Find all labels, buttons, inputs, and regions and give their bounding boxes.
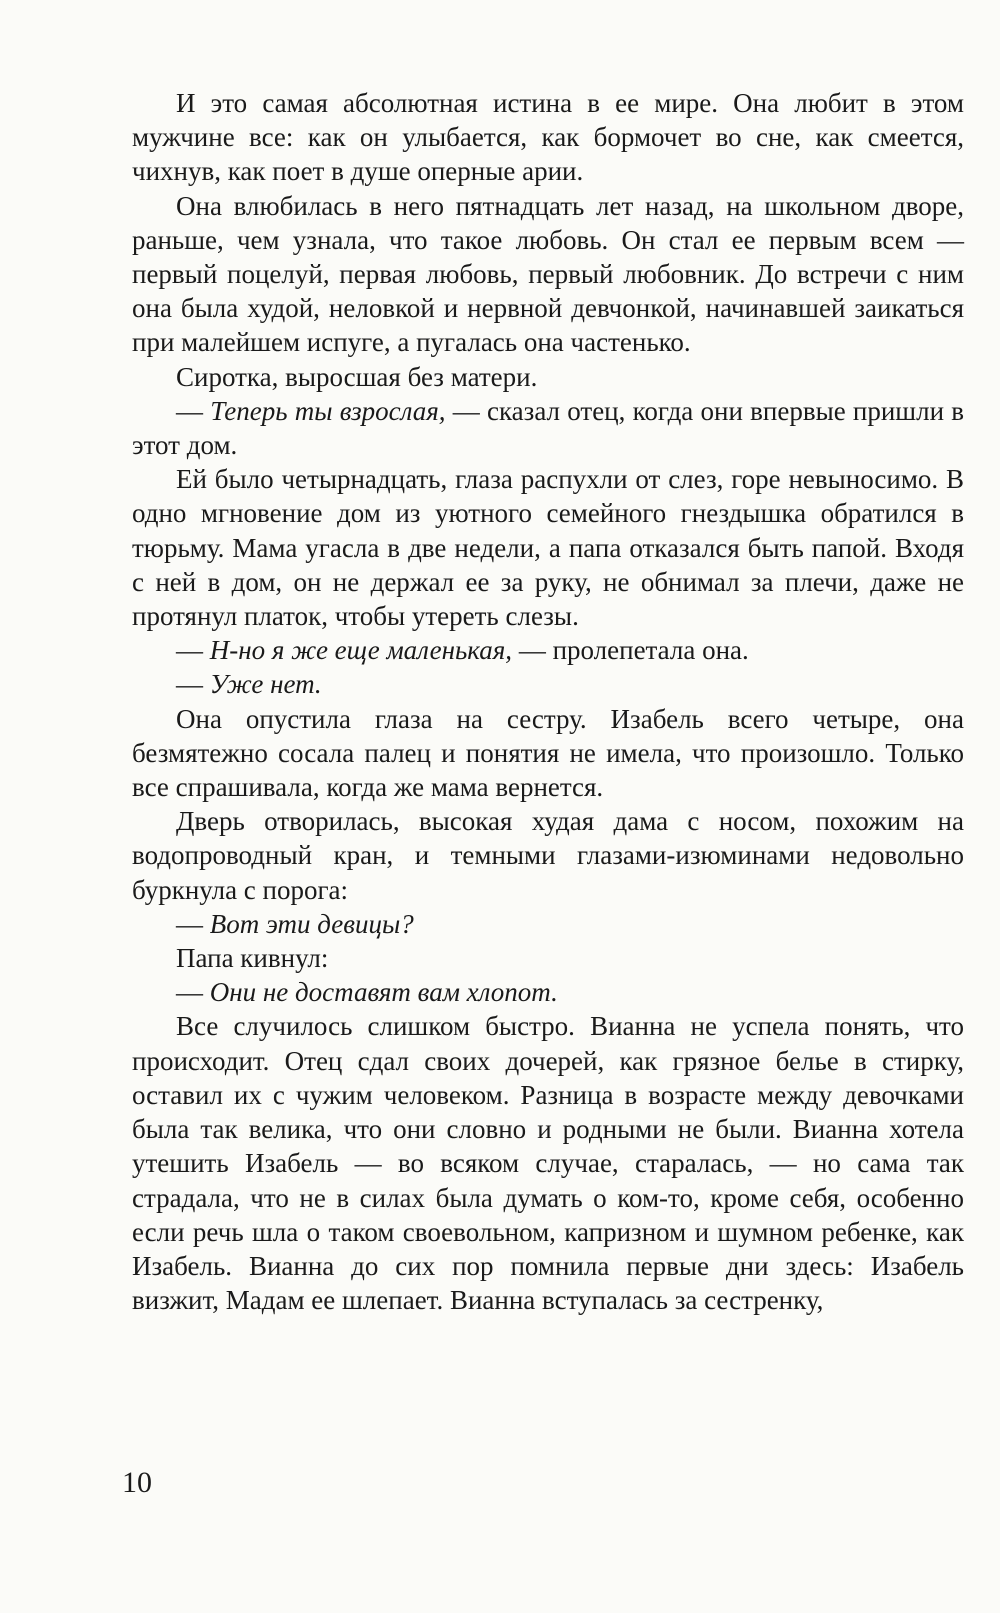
dialog-dash: — <box>176 395 203 426</box>
dialog-speech: Н-но я же еще маленькая, <box>209 635 513 666</box>
dialog-line <box>132 667 964 701</box>
paragraph: Она влюбилась в него пятнадцать лет назад, на школьном дворе, раньше, чем узнала, что такое любовь. Он стал ее первым всем — первый поцелуй, первая любовь, первый любовник. До встречи с ним она была худой, неловкой и нервной девчонкой, начинавшей заикаться при малейшем испуге, а пугалась она частенько. <box>132 190 964 358</box>
paragraph: Сиротка, выросшая без матери. <box>176 361 538 392</box>
dialog-speech: Уже нет. <box>209 669 322 700</box>
dialog-speech: Теперь ты взрослая, <box>210 395 446 426</box>
dialog-line <box>132 633 964 667</box>
dialog-narration: — пролепетала она. <box>512 635 749 666</box>
dialog-line <box>132 394 964 462</box>
dialog-dash: — <box>176 669 203 700</box>
paragraph: Все случилось слишком быстро. Вианна не успела понять, что происходит. Отец сдал своих дочерей, как грязное белье в стирку, оставил их с чужим человеком. Разница в возрасте между девочками была так велика, что они словно и родными не были. Вианна хотела утешить Изабель — во всяком случае, старалась, — но сама так страдала, что не в силах была думать о ком-то, кроме себя, особенно если речь шла о таком своевольном, капризном и шумном ребенке, как Изабель. Вианна до сих пор помнила первые дни здесь: Изабель визжит, Мадам ее шлепает. Вианна вступалась за сестренку, <box>132 1011 964 1316</box>
paragraph: Она опустила глаза на сестру. Изабель всего четыре, она безмятежно сосала палец и понятия не имела, что произошло. Только все спрашивала, когда же мама вернется. <box>132 703 964 803</box>
dialog-speech: Вот эти девицы? <box>209 908 414 939</box>
paragraph: Папа кивнул: <box>176 943 329 974</box>
paragraph: Ей было четырнадцать, глаза распухли от слез, горе невыносимо. В одно мгновение дом из уютного семейного гнездышка обратился в тюрьму. Мама угасла в две недели, а папа отказался быть папой. Входя с ней в дом, он не держал ее за руку, не обнимал за плечи, даже не протянул платок, чтобы утереть слезы. <box>132 464 964 632</box>
page-number: 10 <box>122 1466 152 1499</box>
dialog-dash: — <box>176 635 203 666</box>
dialog-dash: — <box>176 977 203 1008</box>
paragraph: И это самая абсолютная истина в ее мире. Она любит в этом мужчине все: как он улыбается, как бормочет во сне, как смеется, чихнув, как поет в душе оперные арии. <box>132 88 964 187</box>
page-body <box>132 86 964 1317</box>
dialog-narration: — сказал отец, когда они впервые пришли в этот дом. <box>132 395 964 461</box>
dialog-line <box>132 907 964 941</box>
dialog-speech: Они не доставят вам хлопот. <box>209 977 558 1008</box>
dialog-dash: — <box>176 908 203 939</box>
paragraph: Дверь отворилась, высокая худая дама с носом, похожим на водопроводный кран, и темными глазами-изюминами недовольно буркнула с порога: <box>132 806 964 905</box>
dialog-line <box>132 975 964 1009</box>
